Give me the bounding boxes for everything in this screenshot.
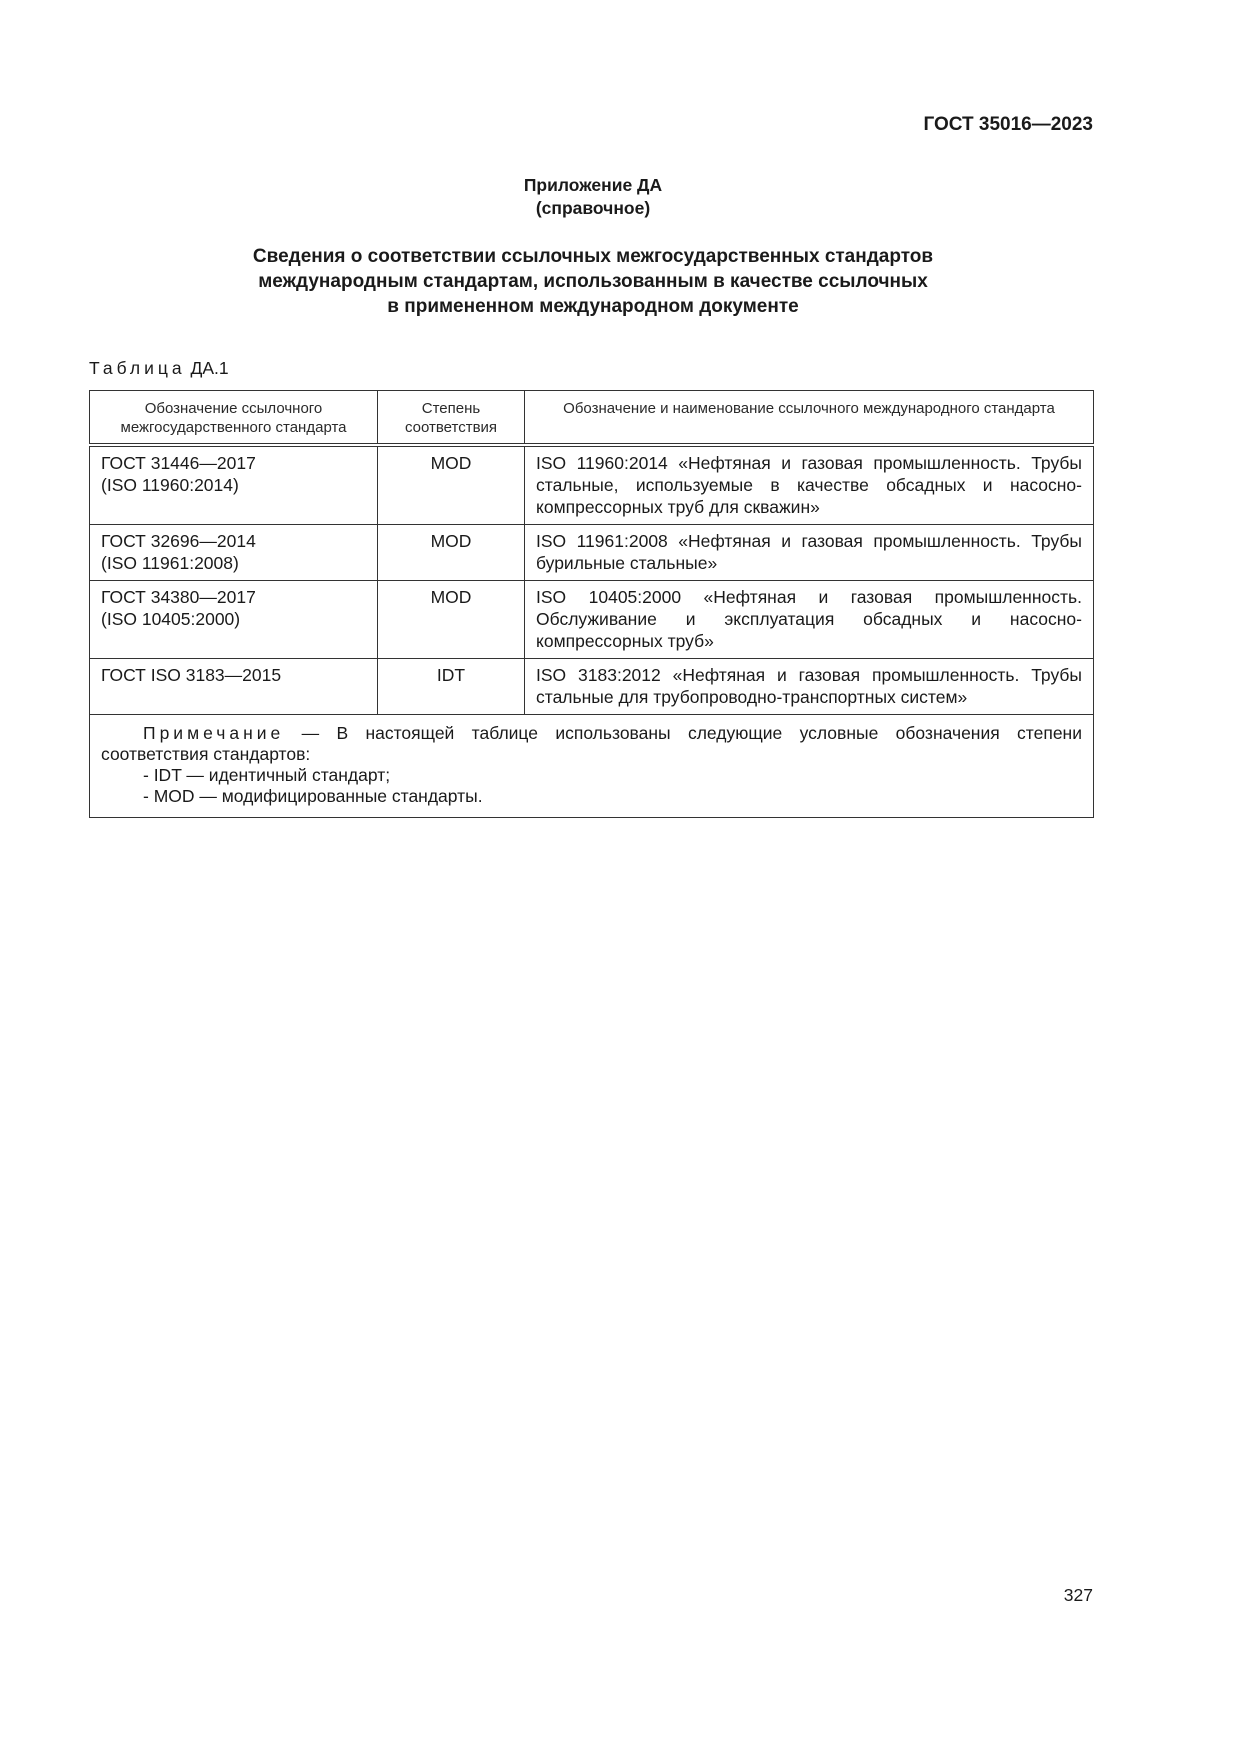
degree-cell: MOD — [378, 445, 525, 525]
gost-cell — [90, 581, 378, 659]
document-title-line: международным стандартам, использованным в качестве ссылочных — [258, 271, 928, 292]
table-caption-number: ДА.1 — [190, 358, 229, 378]
gost-cell — [90, 445, 378, 525]
gost-designation: ГОСТ ISO 3183—2015 — [101, 665, 282, 685]
degree-cell: MOD — [378, 525, 525, 581]
standard-designation: ГОСТ 35016—2023 — [923, 114, 1093, 135]
table-row — [90, 581, 1094, 659]
international-standard-cell: ISO 3183:2012 «Нефтяная и газовая промышленность. Трубы стальные для трубопроводно-транспортных систем» — [525, 659, 1094, 715]
note-body: — В настоящей таблице использованы следующие условные обозначения степени соответствия стандартов: — [101, 723, 1082, 764]
correspondence-table — [89, 390, 1094, 818]
table-row — [90, 525, 1094, 581]
table-header-row — [90, 391, 1094, 446]
appendix-type: (справочное) — [535, 198, 651, 218]
note-label: Примечание — [143, 723, 285, 743]
gost-iso-ref: (ISO 11960:2014) — [101, 475, 239, 495]
gost-iso-ref: (ISO 11961:2008) — [101, 553, 239, 573]
degree-cell: MOD — [378, 581, 525, 659]
gost-designation: ГОСТ 34380—2017 — [101, 587, 256, 607]
table-row — [90, 659, 1094, 715]
international-standard-cell: ISO 11960:2014 «Нефтяная и газовая промышленность. Трубы стальные, используемые в качестве обсадных и насосно-компрессорных труб для скважин» — [525, 445, 1094, 525]
table-caption — [89, 358, 229, 379]
document-title — [0, 244, 1186, 319]
table-row — [90, 445, 1094, 525]
table-caption-word: Таблица — [89, 358, 186, 378]
gost-designation: ГОСТ 32696—2014 — [101, 531, 256, 551]
header-degree: Степень соответствия — [378, 391, 525, 446]
document-title-line: Сведения о соответствии ссылочных межгосударственных стандартов — [252, 246, 934, 267]
table-note-row — [90, 715, 1094, 818]
header-gost-designation: Обозначение ссылочного межгосударственного стандарта — [90, 391, 378, 446]
note-item: - IDT — идентичный стандарт; — [143, 765, 391, 785]
header-international-standard: Обозначение и наименование ссылочного международного стандарта — [525, 391, 1094, 446]
document-title-line: в примененном международном документе — [387, 296, 799, 317]
note-item: - MOD — модифицированные стандарты. — [143, 786, 483, 806]
gost-designation: ГОСТ 31446—2017 — [101, 453, 256, 473]
gost-cell — [90, 525, 378, 581]
degree-cell: IDT — [378, 659, 525, 715]
page-number: 327 — [1063, 1585, 1093, 1605]
gost-cell — [90, 659, 378, 715]
table-note — [90, 715, 1094, 818]
international-standard-cell: ISO 11961:2008 «Нефтяная и газовая промышленность. Трубы бурильные стальные» — [525, 525, 1094, 581]
note-text — [101, 723, 1082, 765]
appendix-heading — [0, 174, 1186, 220]
appendix-title: Приложение ДА — [523, 175, 663, 195]
international-standard-cell: ISO 10405:2000 «Нефтяная и газовая промышленность. Обслуживание и эксплуатация обсадных и насосно-компрессорных труб» — [525, 581, 1094, 659]
gost-iso-ref: (ISO 10405:2000) — [101, 609, 241, 629]
